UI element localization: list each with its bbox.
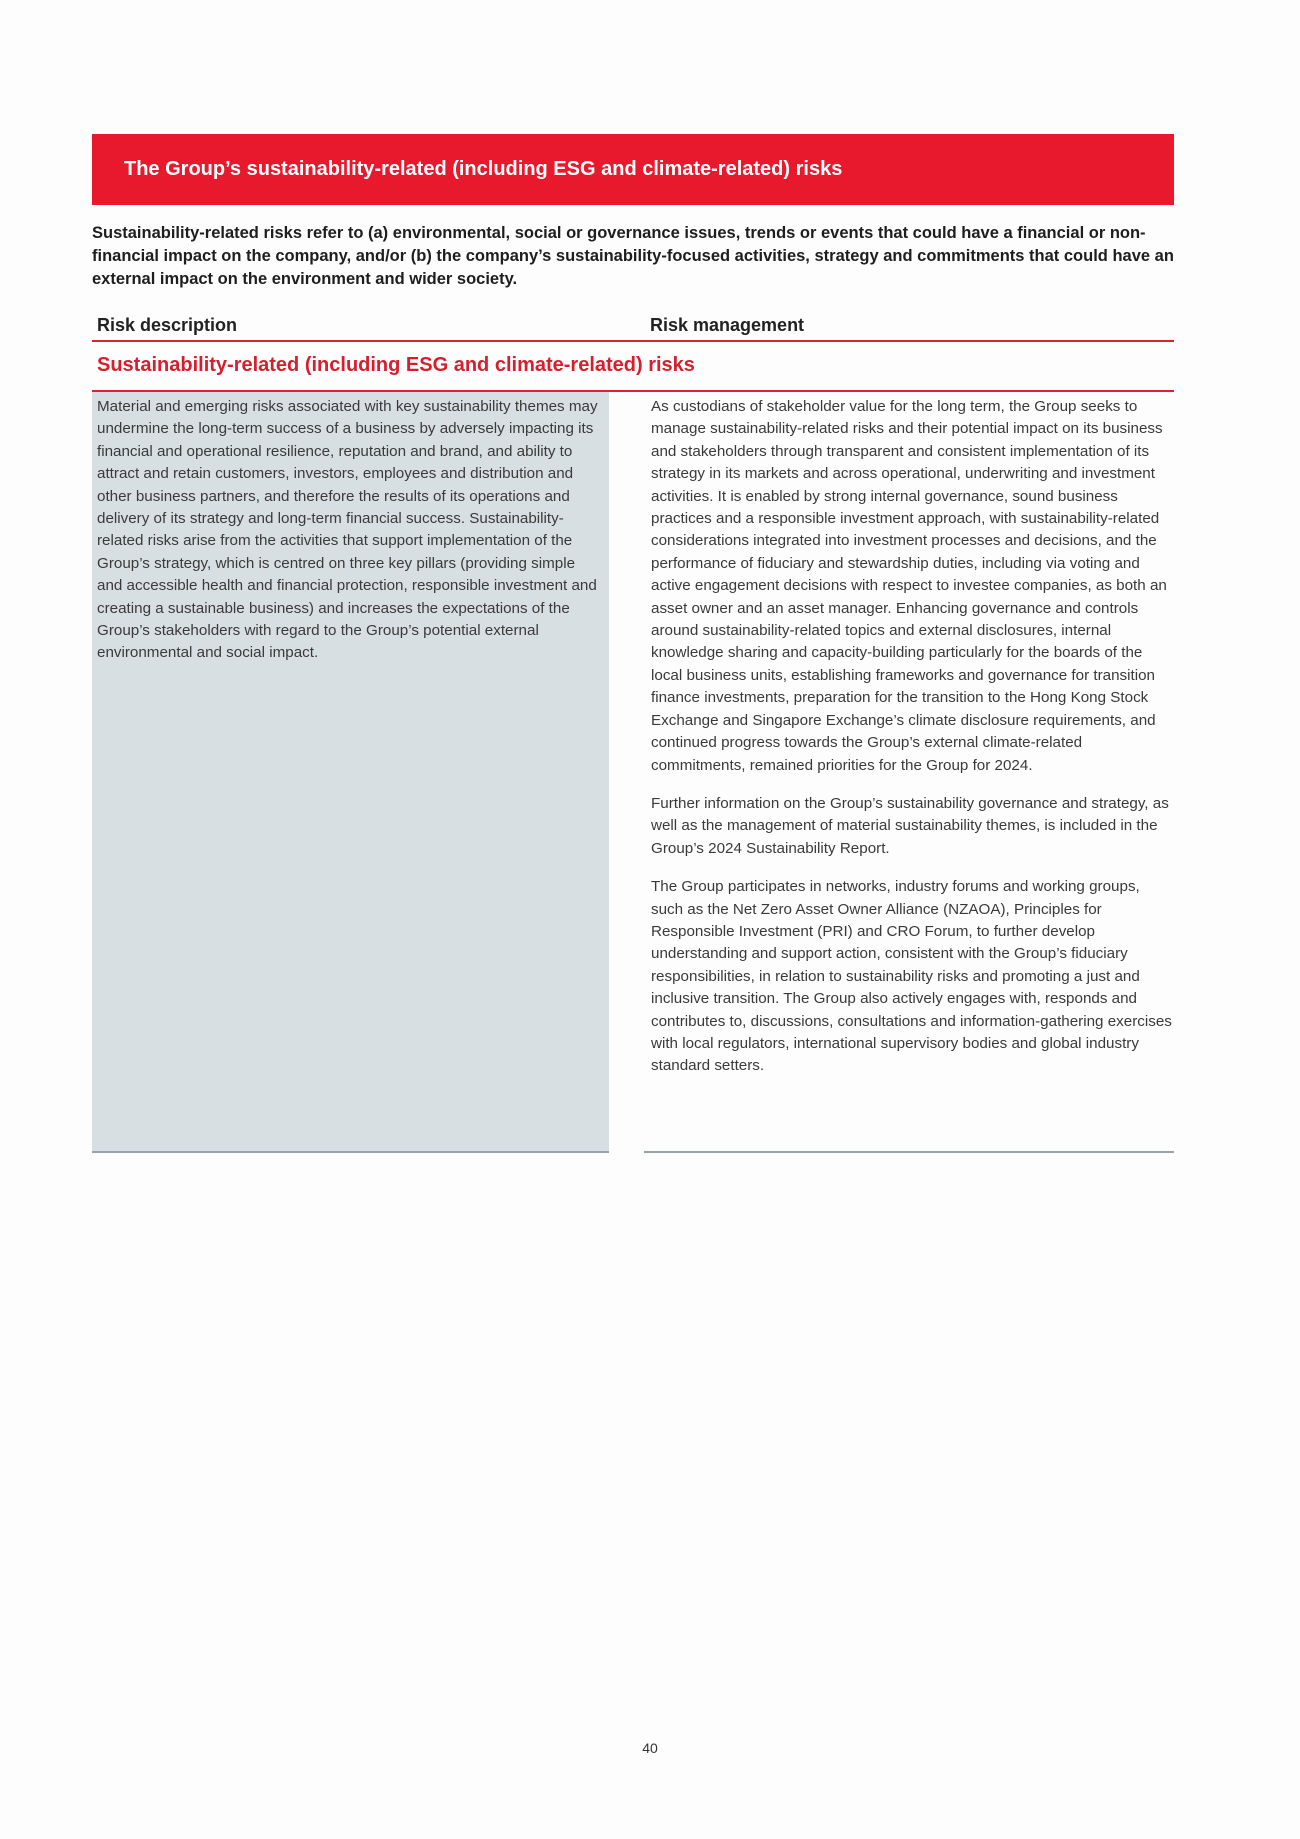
banner-title: The Group’s sustainability-related (including ESG and climate-related) risks (124, 158, 843, 180)
risk-section-title: Sustainability-related (including ESG and climate-related) risks (97, 354, 695, 376)
column-header-risk-management: Risk management (650, 315, 805, 335)
risk-management-paragraph-2: Further information on the Group’s sustainability governance and strategy, as well as the management of material sustainability themes, is included in the Group’s 2024 Sustainability Report. (651, 794, 1169, 857)
section-banner (92, 134, 1174, 205)
intro-paragraph: Sustainability-related risks refer to (a) environmental, social or governance issues, trends or events that could have a financial or non-financial impact on the company, and/or (b) the company’s sustainability-focused activities, strategy and commitments that could have an external impact on the environment and wider society. (92, 224, 1174, 288)
risk-description-text: Material and emerging risks associated with key sustainability themes may undermine the long-term success of a business by adversely impacting its financial and operational resilience, reputation and brand, and ability to attract and retain customers, investors, employees and distribution and other business partners, and therefore the results of its operations and delivery of its strategy and long-term financial success. Sustainability-related risks arise from the activities that support implementation of the Group’s strategy, which is centred on three key pillars (providing simple and accessible health and financial protection, responsible investment and creating a sustainable business) and increases the expectations of the Group’s stakeholders with regard to the Group’s potential external environmental and social impact. (97, 398, 598, 662)
risk-management-paragraph-1: As custodians of stakeholder value for the long term, the Group seeks to manage sustainability-related risks and their potential impact on its business and stakeholders through transparent and consistent implementation of its strategy in its markets and across operational, underwriting and investment activities. It is enabled by strong internal governance, sound business practices and a responsible investment approach, with sustainability-related considerations integrated into investment processes and decisions, and the performance of fiduciary and stewardship duties, including via voting and active engagement decisions with respect to investee companies, as both an asset owner and an asset manager. Enhancing governance and controls around sustainability-related topics and external disclosures, internal knowledge sharing and capacity-building particularly for the boards of the local business units, establishing frameworks and governance for transition finance investments, preparation for the transition to the Hong Kong Stock Exchange and Singapore Exchange’s climate disclosure requirements, and continued progress towards the Group’s external climate-related commitments, remained priorities for the Group for 2024. (651, 398, 1167, 774)
page-number: 40 (642, 1740, 658, 1756)
column-header-risk-description: Risk description (97, 315, 238, 335)
table-header-row (92, 312, 1174, 342)
risk-management-cell (644, 392, 1174, 1153)
risk-management-paragraph-3: The Group participates in networks, industry forums and working groups, such as the Net Zero Asset Owner Alliance (NZAOA), Principles for Responsible Investment (PRI) and CRO Forum, to further develop understanding and support action, consistent with the Group’s fiduciary responsibilities, in relation to sustainability risks and promoting a just and inclusive transition. The Group also actively engages with, responds and contributes to, discussions, consultations and information-gathering exercises with local regulators, international supervisory bodies and global industry standard setters. (651, 878, 1172, 1075)
risk-description-cell (92, 392, 609, 1153)
